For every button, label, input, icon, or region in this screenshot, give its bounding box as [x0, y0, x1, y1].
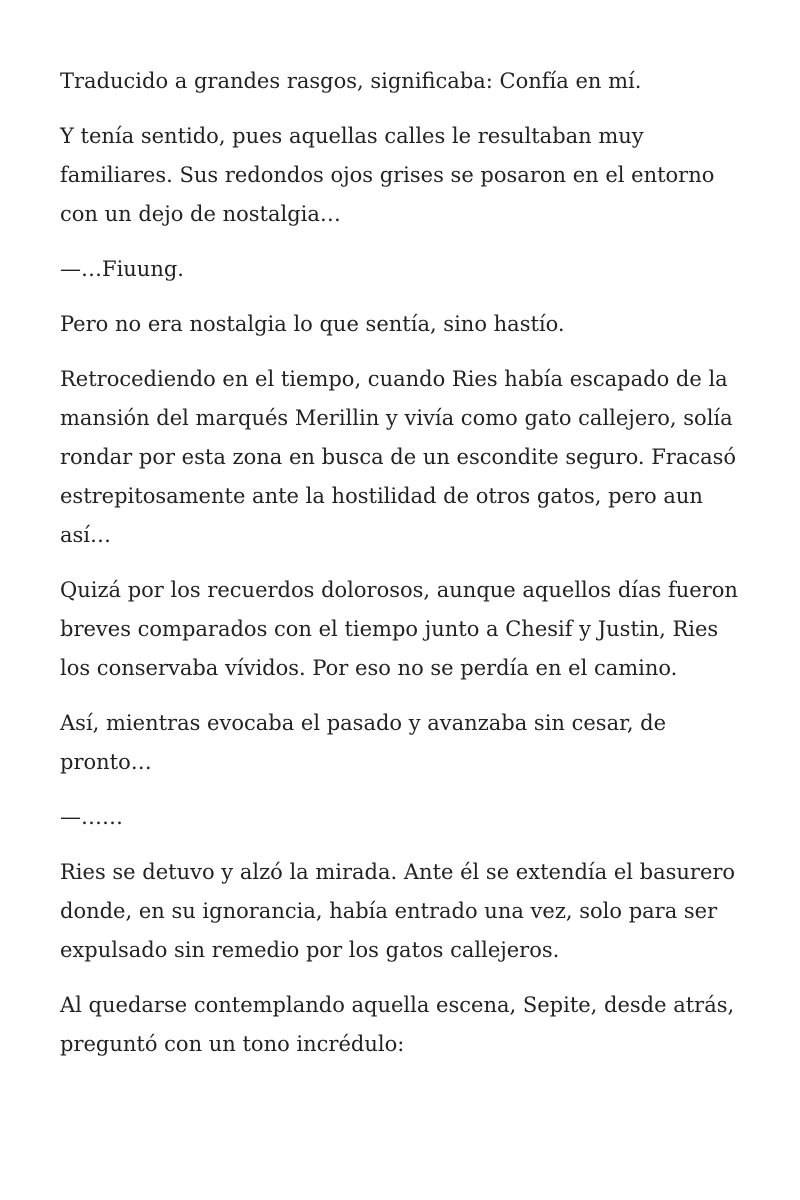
paragraph: Así, mientras evocaba el pasado y avanzaba sin cesar, de pronto… [60, 711, 667, 774]
paragraph: Al quedarse contemplando aquella escena, Sepite, desde atrás, preguntó con un tono incrédulo: [60, 993, 735, 1056]
paragraph: Pero no era nostalgia lo que sentía, sino hastío. [60, 312, 565, 336]
paragraph: —…… [60, 805, 123, 829]
paragraph: —…Fiuung. [60, 257, 184, 281]
paragraph: Ries se detuvo y alzó la mirada. Ante él se extendía el basurero donde, en su ignorancia, había entrado una vez, solo para ser expulsado sin remedio por los gatos callejeros. [60, 860, 736, 962]
paragraph: Retrocediendo en el tiempo, cuando Ries había escapado de la mansión del marqués Merillin y vivía como gato callejero, solía rondar por esta zona en busca de un escondite seguro. Fracasó estrepitosamente ante la hostilidad de otros gatos, pero aun así… [60, 367, 737, 547]
reading-page [60, 62, 750, 1080]
paragraph: Traducido a grandes rasgos, significaba: Confía en mí. [60, 69, 642, 93]
paragraph: Quizá por los recuerdos dolorosos, aunque aquellos días fueron breves comparados con el tiempo junto a Chesif y Justin, Ries los conservaba vívidos. Por eso no se perdía en el camino. [60, 578, 738, 680]
paragraph: Y tenía sentido, pues aquellas calles le resultaban muy familiares. Sus redondos ojos grises se posaron en el entorno con un dejo de nostalgia… [60, 124, 715, 226]
